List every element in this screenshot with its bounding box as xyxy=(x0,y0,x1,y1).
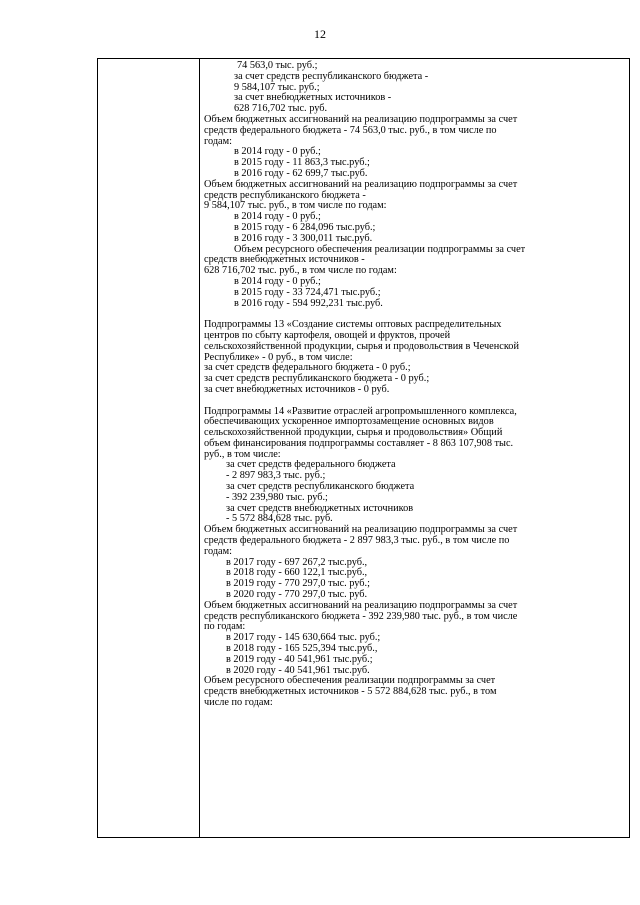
text-line: в 2016 году - 3 300,011 тыс.руб. xyxy=(234,232,373,244)
text-line: в 2018 году - 660 122,1 тыс.руб., xyxy=(226,567,368,579)
text-line: - 5 572 884,628 тыс. руб. xyxy=(226,513,333,525)
text-line: 9 584,107 тыс. руб., в том числе по годам: xyxy=(204,200,387,212)
text-line: за счет средств республиканского бюджета - xyxy=(234,70,429,82)
text-line: годам: xyxy=(204,545,233,557)
text-line: в 2016 году - 594 992,231 тыс.руб. xyxy=(234,297,383,309)
text-line: числе по годам: xyxy=(204,697,273,709)
table-cell-content xyxy=(204,61,628,709)
text-line: средств федерального бюджета - 74 563,0 тыс. руб., в том числе по xyxy=(204,124,497,136)
text-line: по годам: xyxy=(204,621,246,633)
text-line: за счет средств республиканского бюджета xyxy=(226,481,415,493)
text-line: за счет средств федерального бюджета - 0 руб.; xyxy=(204,362,411,374)
text-line: в 2020 году - 40 541,961 тыс.руб. xyxy=(226,664,370,676)
text-line: средств федерального бюджета - 2 897 983,3 тыс. руб., в том числе по xyxy=(204,535,510,547)
text-line: Объем бюджетных ассигнований на реализацию подпрограммы за счет xyxy=(204,113,518,125)
text-line: 74 563,0 тыс. руб.; xyxy=(237,60,318,71)
text-line: средств внебюджетных источников - xyxy=(204,254,365,266)
text-line: в 2015 году - 11 863,3 тыс.руб.; xyxy=(234,157,370,169)
text-line: Объем бюджетных ассигнований на реализацию подпрограммы за счет xyxy=(204,524,518,536)
column-divider xyxy=(199,59,200,837)
page-number: 12 xyxy=(314,27,326,41)
text-line: в 2020 году - 770 297,0 тыс. руб. xyxy=(226,589,368,601)
text-line: в 2019 году - 770 297,0 тыс. руб.; xyxy=(226,578,370,590)
text-line: сельскохозяйственной продукции, сырья и продовольствия» Общий xyxy=(204,427,503,439)
text-line: Подпрограммы 13 «Создание системы оптовых распределительных xyxy=(204,319,502,331)
text-line: за счет внебюджетных источников - 0 руб. xyxy=(204,383,390,395)
text-line: центров по сбыту картофеля, овощей и фруктов, прочей xyxy=(204,329,451,341)
text-line: в 2014 году - 0 руб.; xyxy=(234,211,321,223)
text-line: в 2015 году - 33 724,471 тыс.руб.; xyxy=(234,286,381,298)
text-line: Республике» - 0 руб., в том числе: xyxy=(204,351,353,363)
text-line: обеспечивающих ускоренное импортозамещение основных видов xyxy=(204,416,494,428)
text-line: Объем бюджетных ассигнований на реализацию подпрограммы за счет xyxy=(204,178,518,190)
text-line: средств внебюджетных источников - 5 572 884,628 тыс. руб., в том xyxy=(204,686,497,698)
text-line: Подпрограммы 14 «Развитие отраслей агропромышленного комплекса, xyxy=(204,405,517,417)
text-line: объем финансирования подпрограммы составляет - 8 863 107,908 тыс. xyxy=(204,437,514,449)
text-line: в 2016 году - 62 699,7 тыс.руб. xyxy=(234,167,368,179)
text-line: в 2014 году - 0 руб.; xyxy=(234,146,321,158)
document-table xyxy=(97,58,630,838)
text-line: 9 584,107 тыс. руб.; xyxy=(234,81,320,93)
text-line: в 2018 году - 165 525,394 тыс.руб., xyxy=(226,643,378,655)
text-line: руб., в том числе: xyxy=(204,448,281,460)
text-line: Объем ресурсного обеспечения реализации подпрограммы за счет xyxy=(234,243,526,255)
text-line: в 2019 году - 40 541,961 тыс.руб.; xyxy=(226,653,373,665)
text-line: в 2017 году - 145 630,664 тыс. руб.; xyxy=(226,632,381,644)
text-line: в 2014 году - 0 руб.; xyxy=(234,275,321,287)
text-line: за счет средств республиканского бюджета - 0 руб.; xyxy=(204,373,430,385)
text-line: в 2015 году - 6 284,096 тыс.руб.; xyxy=(234,221,376,233)
text-line: средств республиканского бюджета - 392 239,980 тыс. руб., в том числе xyxy=(204,610,518,622)
text-line: - 392 239,980 тыс. руб.; xyxy=(226,491,328,503)
text-line: годам: xyxy=(204,135,233,147)
text-line: средств республиканского бюджета - xyxy=(204,189,366,201)
text-line: 628 716,702 тыс. руб., в том числе по годам: xyxy=(204,265,397,277)
paragraph-gap xyxy=(204,396,628,407)
text-line: 628 716,702 тыс. руб. xyxy=(234,103,328,115)
text-line: - 2 897 983,3 тыс. руб.; xyxy=(226,470,326,482)
text-line: в 2017 году - 697 267,2 тыс.руб., xyxy=(226,556,368,568)
text-line: Объем бюджетных ассигнований на реализацию подпрограммы за счет xyxy=(204,599,518,611)
text-line: за счет внебюджетных источников - xyxy=(234,92,392,104)
text-line: за счет средств внебюджетных источников xyxy=(226,502,414,514)
text-line: Объем ресурсного обеспечения реализации подпрограммы за счет xyxy=(204,675,496,687)
text-line: сельскохозяйственной продукции, сырья и продовольствия в Чеченской xyxy=(204,340,519,352)
text-line: за счет средств федерального бюджета xyxy=(226,459,396,471)
